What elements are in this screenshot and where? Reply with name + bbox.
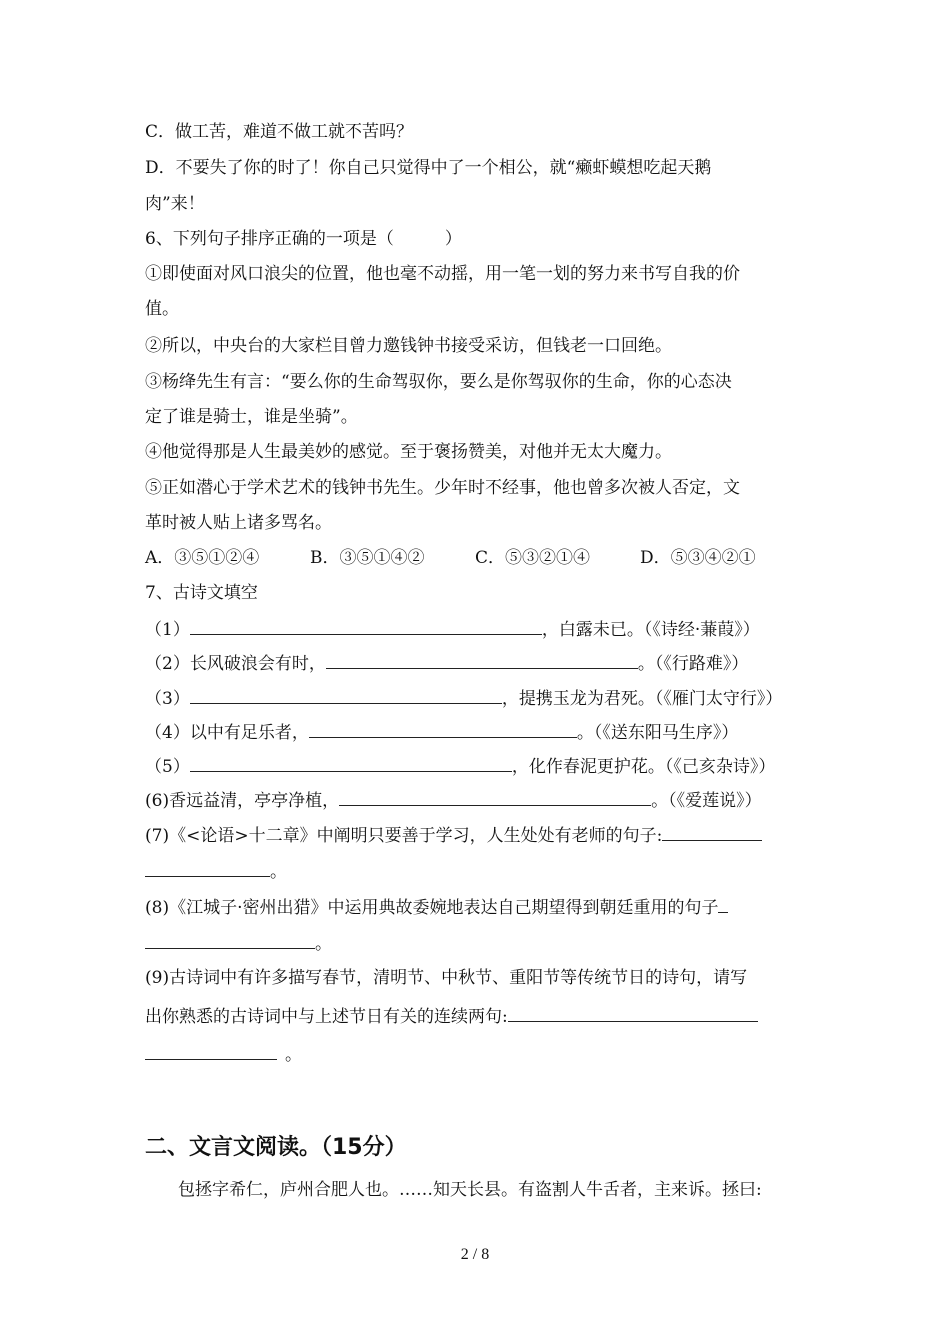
q7-item-8-cont: 。: [145, 930, 807, 956]
q6-sentence-5b: 革时被人贴上诸多骂名。: [145, 513, 332, 533]
q5-option-d-line2: 肉”来！: [145, 194, 205, 214]
answer-blank[interactable]: [508, 1003, 758, 1022]
q7-item-2: （2）长风破浪会有时， 。（《行路难》）: [145, 650, 807, 676]
q7-item-8: (8)《江城子·密州出猎》中运用典故委婉地表达自己期望得到朝廷重用的句子: [145, 894, 807, 920]
q6-option-d: D．⑤③④②①: [640, 548, 756, 568]
answer-blank[interactable]: [326, 650, 638, 669]
q7-item-9b: 出你熟悉的古诗词中与上述节日有关的连续两句:: [145, 1003, 807, 1029]
q6-option-a: A．③⑤①②④: [145, 548, 260, 568]
answer-blank[interactable]: [190, 685, 502, 704]
section-heading: 二、文言文阅读。（15分）: [145, 1135, 407, 1160]
q6-sentence-3b: 定了谁是骑士，谁是坐骑”。: [145, 407, 358, 427]
q6-option-b: B．③⑤①④②: [310, 548, 425, 568]
q7-item-1: （1） ，白露未已。（《诗经·蒹葭》）: [145, 616, 807, 642]
answer-blank[interactable]: [339, 787, 651, 806]
answer-blank[interactable]: [145, 1041, 277, 1060]
answer-blank[interactable]: [145, 930, 315, 949]
answer-blank[interactable]: [190, 753, 512, 772]
q6-stem: 6、下列句子排序正确的一项是（ ）: [145, 229, 462, 249]
q7-item-3: （3） ，提携玉龙为君死。（《雁门太守行》）: [145, 685, 807, 711]
q6-sentence-3a: ③杨绛先生有言：“要么你的生命驾驭你，要么是你驾驭你的生命，你的心态决: [145, 372, 732, 392]
answer-blank[interactable]: [309, 719, 577, 738]
q7-item-7: (7)《<论语>十二章》中阐明只要善于学习，人生处处有老师的句子:: [145, 822, 807, 848]
q7-item-4: （4）以中有足乐者， 。（《送东阳马生序》）: [145, 719, 807, 745]
q6-sentence-1a: ①即使面对风口浪尖的位置，他也毫不动摇，用一笔一划的努力来书写自我的价: [145, 264, 740, 284]
section-paragraph: 包拯字希仁，庐州合肥人也。……知天长县。有盗割人牛舌者，主来诉。拯曰:: [178, 1180, 762, 1200]
q7-item-7-cont: 。: [145, 858, 807, 884]
q7-title: 7、古诗文填空: [145, 583, 258, 603]
answer-blank[interactable]: [718, 894, 728, 913]
q6-option-c: C．⑤③②①④: [475, 548, 591, 568]
q5-option-c: C．做工苦，难道不做工就不苦吗？: [145, 122, 414, 142]
q6-sentence-2: ②所以，中央台的大家栏目曾力邀钱钟书接受采访，但钱老一口回绝。: [145, 336, 672, 356]
q6-sentence-1b: 值。: [145, 299, 179, 319]
q7-item-5: （5） ，化作春泥更护花。（《己亥杂诗》）: [145, 753, 807, 779]
q7-item-6: (6)香远益清，亭亭净植， 。（《爱莲说》）: [145, 787, 807, 813]
answer-blank[interactable]: [145, 858, 270, 877]
q7-item-9-cont: 。: [145, 1041, 807, 1067]
q6-sentence-4: ④他觉得那是人生最美妙的感觉。至于褒扬赞美，对他并无太大魔力。: [145, 442, 672, 462]
answer-blank[interactable]: [190, 616, 542, 635]
q7-item-9a: (9)古诗词中有许多描写春节，清明节、中秋节、重阳节等传统节日的诗句，请写: [145, 968, 748, 988]
page-number: 2 / 8: [460, 1246, 490, 1263]
answer-blank[interactable]: [662, 822, 762, 841]
q5-option-d-line1: D．不要失了你的时了！你自己只觉得中了一个相公，就“癞虾蟆想吃起天鹅: [145, 158, 712, 178]
q6-sentence-5a: ⑤正如潜心于学术艺术的钱钟书先生。少年时不经事，他也曾多次被人否定，文: [145, 478, 740, 498]
